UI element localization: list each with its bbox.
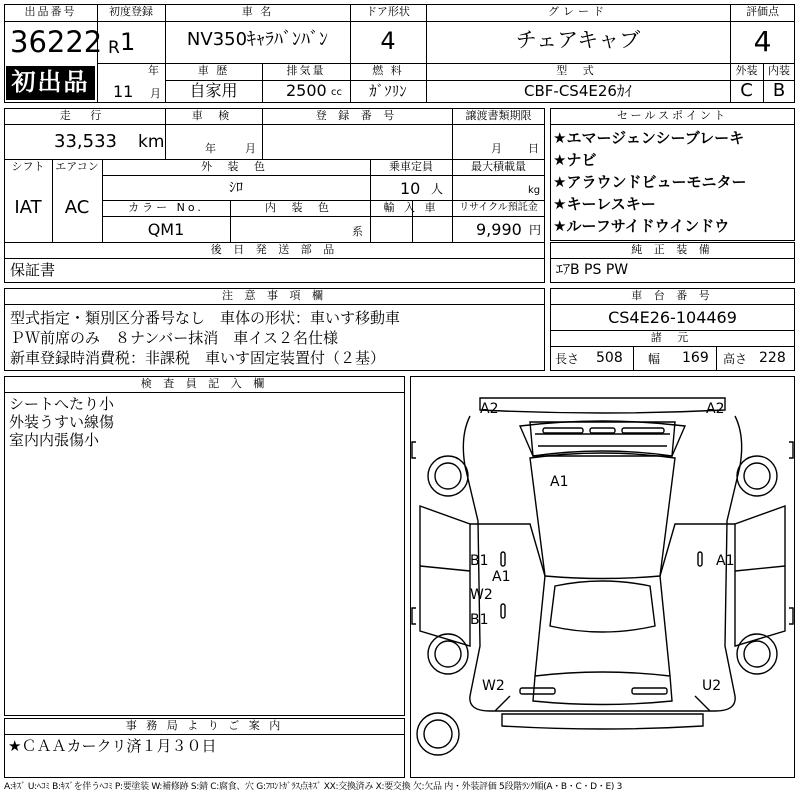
- mark-u2-rear: U2: [702, 678, 722, 694]
- color-no-label: カラー No.: [128, 201, 204, 214]
- capacity-unit: 人: [431, 182, 444, 196]
- later-parts: 保証書: [10, 261, 56, 279]
- recycle-label: リサイクル預託金: [459, 202, 538, 213]
- chassis-number: CS4E26-104469: [608, 308, 737, 327]
- mark-w2-left: W2: [470, 587, 493, 603]
- length-label: 長さ: [555, 352, 580, 366]
- int-color-unit: 系: [352, 225, 363, 238]
- ext-color: ｼﾛ: [229, 180, 243, 196]
- lot-number-label: 出品番号: [24, 5, 77, 18]
- displacement-label: 排気量: [286, 64, 326, 77]
- inspection-label: 車 検: [191, 109, 236, 122]
- year-unit: 年: [148, 64, 159, 77]
- ac: AC: [64, 197, 90, 218]
- grade-label: グレード: [548, 5, 608, 18]
- equipment-label: 純 正 装 備: [631, 243, 714, 256]
- mileage-label: 走 行: [59, 109, 110, 122]
- int-grade: B: [772, 80, 786, 101]
- lot-number: 36222: [10, 25, 103, 59]
- model-code: CBF-CS4E26ｶｲ: [524, 82, 632, 100]
- score-label: 評価点: [746, 5, 779, 18]
- shift: IAT: [14, 197, 42, 218]
- month-unit: 月: [150, 87, 161, 100]
- sales-point-item: ★アラウンドビューモニター: [553, 173, 747, 191]
- first-listing-label: 初出品: [11, 68, 90, 96]
- mark-b1-left-front: B1: [470, 553, 489, 569]
- inspector-label: 検 査 員 記 入 欄: [140, 377, 269, 390]
- spec-label: 諸 元: [650, 331, 695, 344]
- chassis-label: 車 台 番 号: [631, 289, 714, 302]
- capacity-label: 乗車定員: [389, 160, 433, 173]
- load-unit: kg: [528, 185, 541, 196]
- width: 169: [682, 350, 709, 366]
- ext-grade-label: 外装: [735, 64, 758, 77]
- mark-a2-left: A2: [480, 401, 499, 417]
- color-no: QM1: [147, 220, 185, 239]
- history: 自家用: [189, 81, 238, 100]
- ext-grade: C: [740, 80, 753, 101]
- sales-point-item: ★ルーフサイドウインドウ: [553, 217, 730, 235]
- import-label: 輸 入 車: [383, 201, 439, 214]
- grade: チェアキャブ: [515, 28, 641, 52]
- load-label: 最大積載量: [471, 160, 526, 173]
- deadline-day-unit: 日: [528, 142, 539, 155]
- deadline-label: 譲渡書類期限: [465, 109, 532, 122]
- displacement: 2500: [286, 81, 327, 100]
- equipment: ｴｱB PS PW: [556, 262, 629, 278]
- mark-b1-left-rear: B1: [470, 612, 489, 628]
- deadline-month-unit: 月: [491, 142, 502, 155]
- office-note: ★ＣＡＡカークリ済１月３０日: [8, 737, 217, 755]
- note-line: 型式指定・類別区分番号なし 車体の形状：車いす移動車: [10, 309, 401, 327]
- mark-a1-roof: A1: [550, 474, 569, 490]
- office-label: 事 務 局 よ り ご 案 内: [125, 719, 284, 732]
- mark-a1-right: A1: [716, 553, 735, 569]
- car-name-label: 車 名: [241, 5, 274, 18]
- car-name: NV350ｷｬﾗﾊﾞﾝﾊﾞﾝ: [186, 29, 329, 50]
- later-parts-label: 後 日 発 送 部 品: [210, 243, 339, 256]
- sales-point-item: ★キーレスキー: [553, 195, 656, 213]
- ac-label: エアコン: [55, 160, 99, 173]
- era: R: [108, 38, 120, 58]
- recycle-fee: 9,990: [476, 220, 522, 239]
- length: 508: [596, 350, 623, 366]
- damage-legend: A:ｷｽﾞ U:ﾍｺﾐ B:ｷｽﾞを伴うﾍｺﾐ P:要塗装 W:補修跡 S:錆 C:腐食、穴 G:ﾌﾛﾝﾄｶﾞﾗｽ点ｷｽﾞ XX:交換済み X:要交換 欠:欠品 内・外装評価 5段階ﾗﾝｸ順(A・B・C・D・E) 3: [4, 782, 623, 792]
- notes-label: 注 意 事 項 欄: [222, 289, 327, 302]
- width-label: 幅: [648, 352, 661, 366]
- note-line: 新車登録時消費税：非課税 車いす固定装置付（２基）: [10, 349, 386, 367]
- vehicle-diagram: [410, 376, 795, 778]
- mark-a2-right: A2: [706, 401, 725, 417]
- height-label: 高さ: [723, 352, 748, 366]
- ext-color-label: 外 装 色: [201, 160, 271, 173]
- inspector-line: 室内内張傷小: [9, 431, 100, 449]
- shift-label: シフト: [11, 160, 45, 173]
- mark-w2-rear: W2: [482, 678, 505, 694]
- int-grade-label: 内装: [768, 64, 790, 77]
- sales-points-label: セールスポイント: [616, 109, 728, 122]
- inspection-month-unit: 月: [245, 142, 256, 155]
- plate-label: 登 録 番 号: [315, 109, 399, 122]
- mileage-unit: km: [138, 132, 165, 152]
- inspector-line: 外装うすい線傷: [9, 413, 115, 431]
- doors: 4: [380, 27, 396, 55]
- note-line: ＰＷ前席のみ ８ナンバー抹消 車イス２名仕様: [10, 329, 339, 347]
- history-label: 車 歴: [197, 64, 230, 77]
- capacity: 10: [400, 179, 421, 198]
- height: 228: [759, 350, 786, 366]
- inspector-line: シートへたり小: [9, 395, 115, 413]
- sales-point-item: ★エマージェンシーブレーキ: [553, 129, 745, 147]
- sales-point-item: ★ナビ: [553, 151, 597, 169]
- score: 4: [753, 25, 772, 58]
- reg-month: 11: [113, 82, 134, 101]
- door-label: ドア形状: [366, 5, 410, 18]
- fuel: ｶﾞｿﾘﾝ: [369, 82, 407, 100]
- inspection-year-unit: 年: [205, 142, 216, 155]
- displacement-unit: cc: [331, 87, 342, 98]
- fuel-label: 燃 料: [372, 64, 404, 77]
- mileage: 33,533: [54, 131, 117, 152]
- model-label: 型 式: [556, 64, 600, 77]
- recycle-unit: 円: [529, 223, 542, 237]
- int-color-label: 内 装 色: [265, 201, 335, 214]
- first-reg-label: 初度登録: [109, 5, 153, 18]
- mark-a1-center: A1: [492, 569, 511, 585]
- reg-year: 1: [120, 28, 136, 56]
